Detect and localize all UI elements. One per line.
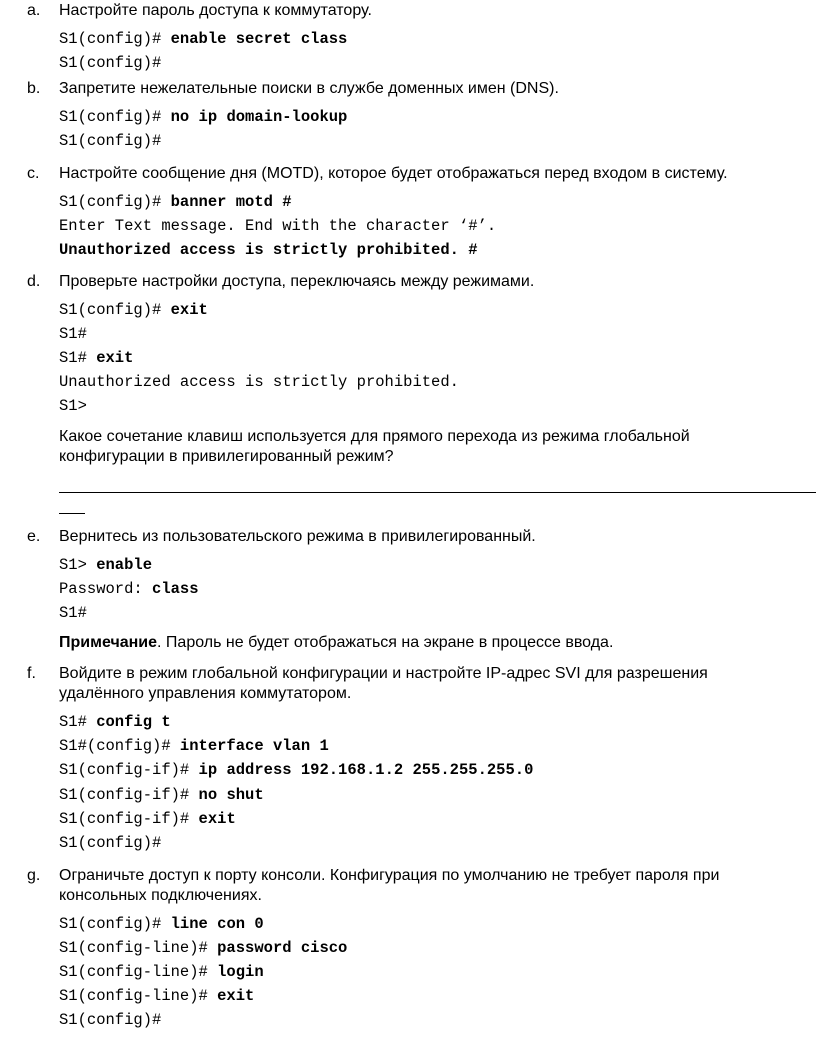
step-text: удалённого управления коммутатором.	[59, 685, 352, 702]
code-line: S1(config-if)# exit	[59, 810, 236, 828]
code-line: Enter Text message. End with the character ‘#’.	[59, 217, 497, 235]
step-label: b.	[27, 80, 41, 97]
step-text: консольных подключениях.	[59, 887, 262, 904]
code-line: S1(config)# banner motd #	[59, 193, 292, 211]
code-line: Unauthorized access is strictly prohibited. #	[59, 241, 478, 259]
step-label: a.	[27, 2, 41, 19]
code-line: S1(config-if)# ip address 192.168.1.2 255.255.255.0	[59, 761, 534, 779]
code-line: S1>	[59, 397, 87, 415]
step-text: Проверьте настройки доступа, переключаясь между режимами.	[59, 273, 535, 290]
code-line: S1(config)#	[59, 54, 162, 72]
step-label: f.	[27, 665, 36, 682]
question-text: Какое сочетание клавиш используется для прямого перехода из режима глобальной	[59, 428, 690, 445]
code-line: S1> enable	[59, 556, 153, 574]
code-line: S1(config)# enable secret class	[59, 30, 348, 48]
question-text: конфигурации в привилегированный режим?	[59, 448, 394, 465]
code-line: Unauthorized access is strictly prohibited.	[59, 373, 459, 391]
code-line: S1(config)# no ip domain-lookup	[59, 108, 348, 126]
code-line: S1(config)#	[59, 132, 162, 150]
note-text: . Пароль не будет отображаться на экране в процессе ввода.	[157, 634, 614, 651]
note	[59, 633, 613, 653]
step-label: g.	[27, 867, 41, 884]
code-line: S1(config)# exit	[59, 301, 208, 319]
answer-line-continuation[interactable]	[59, 513, 85, 514]
step-text: Настройте пароль доступа к коммутатору.	[59, 2, 372, 19]
code-line: S1#	[59, 604, 87, 622]
code-line: S1(config-if)# no shut	[59, 786, 264, 804]
answer-line[interactable]	[59, 492, 816, 493]
step-text: Настройте сообщение дня (MOTD), которое будет отображаться перед входом в систему.	[59, 165, 728, 182]
step-text: Ограничьте доступ к порту консоли. Конфигурация по умолчанию не требует пароля при	[59, 867, 720, 884]
code-line: S1# exit	[59, 349, 134, 367]
code-line: S1(config)#	[59, 1011, 162, 1029]
code-line: S1(config)#	[59, 834, 162, 852]
step-label: c.	[27, 165, 40, 182]
step-text: Войдите в режим глобальной конфигурации и настройте IP-адрес SVI для разрешения	[59, 665, 708, 682]
code-line: S1(config-line)# exit	[59, 987, 255, 1005]
step-label: e.	[27, 528, 41, 545]
code-line: S1# config t	[59, 713, 171, 731]
code-line: S1(config)# line con 0	[59, 915, 264, 933]
code-line: S1(config-line)# password cisco	[59, 939, 348, 957]
note-label: Примечание	[59, 634, 158, 651]
code-line: S1#	[59, 325, 87, 343]
step-text: Запретите нежелательные поиски в службе доменных имен (DNS).	[59, 80, 559, 97]
code-line: Password: class	[59, 580, 199, 598]
code-line: S1(config-line)# login	[59, 963, 264, 981]
step-label: d.	[27, 273, 41, 290]
code-line: S1#(config)# interface vlan 1	[59, 737, 329, 755]
step-text: Вернитесь из пользовательского режима в привилегированный.	[59, 528, 536, 545]
